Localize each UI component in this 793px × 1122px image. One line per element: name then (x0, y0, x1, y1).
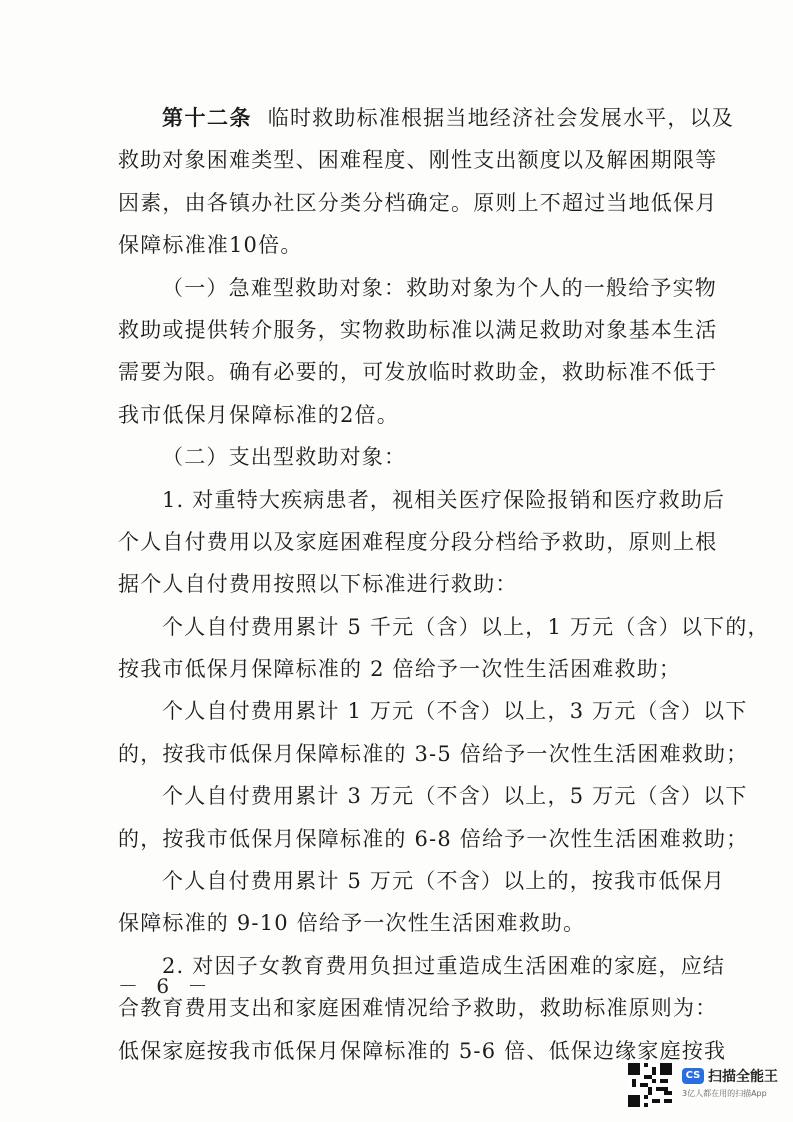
paragraph-line: 救助或提供转介服务，实物救助标准以满足救助对象基本生活 (118, 317, 718, 342)
paragraph-line: 个人自付费用累计 1 万元（不含）以上，3 万元（含）以下 (162, 699, 748, 724)
camscanner-slogan: 3亿人都在用的扫描App (682, 1089, 767, 1098)
camscanner-brand-name: 扫描全能王 (708, 1069, 778, 1085)
qr-code-icon (628, 1063, 672, 1107)
article-line-1 (118, 97, 734, 139)
paragraph-line: 个人自付费用累计 5 万元（不含）以上的，按我市低保月 (162, 869, 726, 894)
paragraph-line: 合教育费用支出和家庭困难情况给予救助，救助标准原则为： (118, 996, 718, 1021)
paragraph-line: 因素，由各镇办社区分类分档确定。原则上不超过当地低保月 (118, 190, 718, 215)
paragraph-line: 个人自付费用累计 3 万元（不含）以上，5 万元（含）以下 (162, 784, 748, 809)
paragraph-line: 需要为限。确有必要的，可发放临时救助金，救助标准不低于 (118, 360, 718, 385)
paragraph-line: 2. 对因子女教育费用负担过重造成生活困难的家庭，应结 (162, 953, 726, 978)
scanner-watermark (628, 1063, 788, 1111)
article-label: 第十二条 (162, 105, 252, 130)
paragraph-line: 个人自付费用以及家庭困难程度分段分档给予救助，原则上根 (118, 529, 718, 554)
paragraph-line: 个人自付费用累计 5 千元（含）以上，1 万元（含）以下的， (162, 614, 770, 639)
paragraph-line: 1. 对重特大疾病患者，视相关医疗保险报销和医疗救助后 (162, 487, 726, 512)
page-number: － 6 － (118, 974, 214, 998)
paragraph-line: 按我市低保月保障标准的 2 倍给予一次性生活困难救助； (118, 657, 682, 682)
article-text (118, 97, 770, 1072)
paragraph-line: 保障标准准10倍。 (118, 233, 303, 258)
paragraph-line: 保障标准的 9-10 倍给予一次性生活困难救助。 (118, 911, 586, 936)
camscanner-logo-icon: CS (682, 1068, 704, 1084)
paragraph-line: 据个人自付费用按照以下标准进行救助： (118, 572, 518, 597)
paragraph-line: 救助对象困难类型、困难程度、刚性支出额度以及解困期限等 (118, 148, 718, 173)
paragraph-line: 我市低保月保障标准的2倍。 (118, 402, 399, 427)
paragraph-line: 低保家庭按我市低保月保障标准的 5-6 倍、低保边缘家庭按我 (118, 1038, 727, 1063)
paragraph-line: 的，按我市低保月保障标准的 3-5 倍给予一次性生活困难救助； (118, 741, 749, 766)
paragraph-line: （二）支出型救助对象： (162, 445, 407, 470)
paragraph-line: 的，按我市低保月保障标准的 6-8 倍给予一次性生活困难救助； (118, 826, 749, 851)
article-line-1-text: 临时救助标准根据当地经济社会发展水平，以及 (267, 106, 734, 130)
paragraph-line: （一）急难型救助对象：救助对象为个人的一般给予实物 (162, 275, 717, 300)
